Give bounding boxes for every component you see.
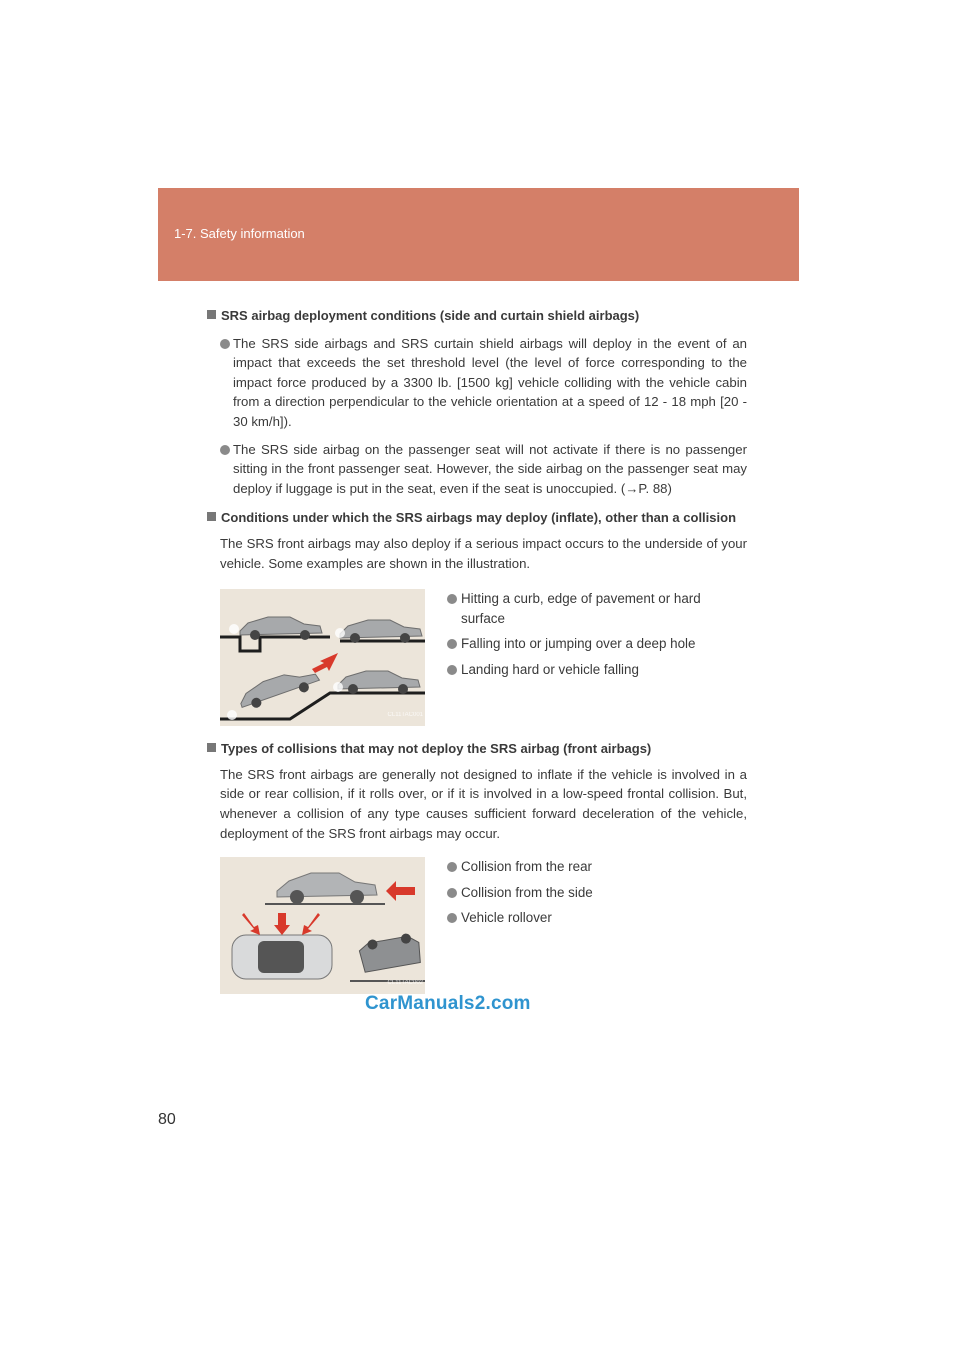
heading-text: Types of collisions that may not deploy the SRS airbag (front airbags) (221, 741, 652, 757)
round-bullet-icon (447, 665, 457, 675)
page-number: 80 (158, 1111, 176, 1128)
car-side-collision (232, 935, 332, 979)
illustration-collision-types (220, 857, 425, 994)
car-rollover (358, 932, 422, 973)
side-impact-arrow-icon (242, 913, 260, 935)
round-bullet-icon (447, 594, 457, 604)
round-bullet-icon (220, 445, 230, 455)
list-item (437, 589, 747, 628)
watermark: CarManuals2.com (365, 993, 531, 1014)
list-item (437, 857, 747, 877)
heading-other-deploy-conditions (207, 508, 747, 528)
heading-text: Conditions under which the SRS airbags may deploy (inflate), other than a collision (221, 510, 737, 526)
figure-list (437, 589, 747, 685)
figure-code: CL11TAC001 (387, 711, 423, 718)
rear-impact-arrow-icon (386, 881, 415, 901)
list-item (437, 660, 747, 680)
bullet-text: Vehicle rollover (461, 910, 552, 926)
figure-row-underside-impacts (207, 589, 747, 729)
figure-list (437, 857, 747, 934)
bullet-text: The SRS side airbag on the passenger seat will not activate if there is no passenger sitting in the front passenger seat. However, the side airbag on the passenger seat may deploy if luggage is put in the seat, even if the seat is unoccupied. (→P. 88) (233, 441, 747, 496)
bullet-text: The SRS side airbags and SRS curtain shield airbags will deploy in the event of an impact that exceeds the set threshold level (the level of force corresponding to the impact force produced by a 3300 lb. [1500 kg] vehicle colliding with the vehicle cabin from a direction perpendicular to the vehicle orientation at a speed of 12 - 18 mph [20 - 30 km/h]). (233, 335, 747, 429)
list-item (437, 908, 747, 928)
illustration-underside-impacts (220, 589, 425, 726)
list-item (437, 883, 747, 903)
round-bullet-icon (220, 339, 230, 349)
bullet-text: Landing hard or vehicle falling (461, 661, 639, 677)
list-item (437, 634, 747, 654)
bullet-text: Collision from the side (461, 884, 593, 900)
car-landing-hard (338, 671, 420, 694)
paragraph: The SRS front airbags may also deploy if a serious impact occurs to the underside of your vehicle. Some examples are shown in the illustration. (220, 535, 747, 571)
square-bullet-icon (207, 310, 216, 319)
heading-deployment-conditions (207, 306, 747, 326)
side-impact-arrow-icon (274, 913, 290, 935)
bullet-text: Collision from the rear (461, 859, 592, 875)
list-item (207, 440, 747, 499)
bullet-text: Falling into or jumping over a deep hole (461, 636, 696, 652)
round-bullet-icon (447, 888, 457, 898)
figure-code: CL11TAC002 (387, 979, 423, 986)
side-impact-arrow-icon (302, 913, 320, 935)
car-rear-collision (277, 873, 377, 904)
round-bullet-icon (447, 913, 457, 923)
heading-text: SRS airbag deployment conditions (side and curtain shield airbags) (221, 308, 640, 323)
list-item (207, 334, 747, 432)
round-bullet-icon (447, 639, 457, 649)
square-bullet-icon (207, 743, 216, 752)
round-bullet-icon (447, 862, 457, 872)
figure-row-collision-types (207, 857, 747, 997)
page-content (207, 306, 747, 997)
heading-non-deploy-collisions (207, 739, 747, 759)
header-band (158, 188, 799, 281)
square-bullet-icon (207, 512, 216, 521)
section-title: 1-7. Safety information (174, 226, 305, 241)
paragraph: The SRS front airbags are generally not designed to inflate if the vehicle is involved in a side or rear collision, if it rolls over, or if it is involved in a low-speed frontal collision. But, whenever a collision of any type causes sufficient forward deceleration of the vehicle, deployment of the SRS front airbags may occur. (220, 766, 747, 841)
bullet-text: Hitting a curb, edge of pavement or hard surface (461, 591, 701, 626)
impact-arrow-icon (312, 653, 338, 673)
